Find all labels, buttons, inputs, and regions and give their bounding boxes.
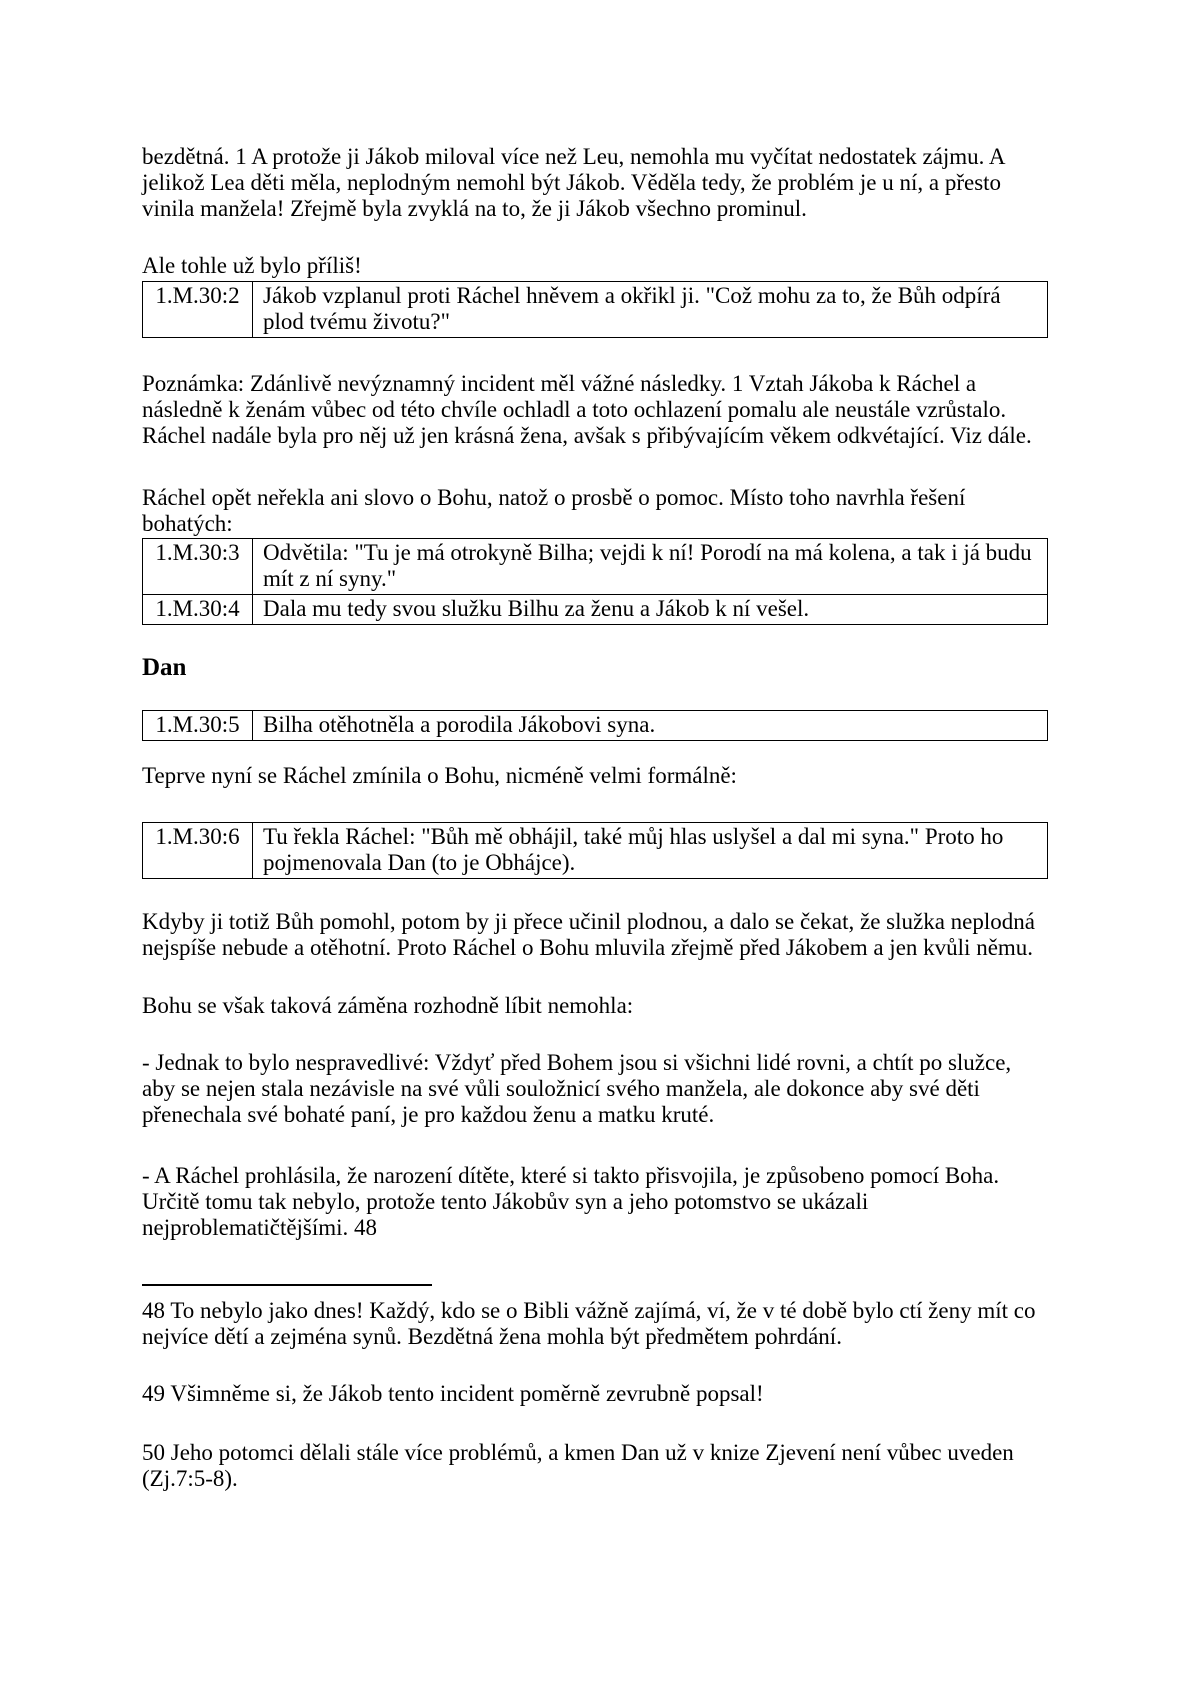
verse-text: Dala mu tedy svou služku Bilhu za ženu a Jákob k ní vešel. xyxy=(253,595,1048,625)
verse-ref: 1.M.30:2 xyxy=(143,282,253,338)
verse-text: Odvětila: "Tu je má otrokyně Bilha; vejdi k ní! Porodí na má kolena, a tak i já budu mít z ní syny." xyxy=(253,539,1048,595)
verse-text: Jákob vzplanul proti Ráchel hněvem a okřikl ji. "Což mohu za to, že Bůh odpírá plod tvému životu?" xyxy=(253,282,1048,338)
table-row xyxy=(143,711,1048,741)
footnote-48: 48 To nebylo jako dnes! Každý, kdo se o Bibli vážně zajímá, ví, že v té době bylo ctí ženy mít co nejvíce dětí a zejména synů. Bezdětná žena mohla být předmětem pohrdání. xyxy=(142,1298,1036,1349)
table-row xyxy=(143,823,1048,879)
paragraph-rachel-opet: Ráchel opět neřekla ani slovo o Bohu, natož o prosbě o pomoc. Místo toho navrhla řešení bohatých: xyxy=(142,485,966,536)
document-content xyxy=(142,0,1048,1492)
paragraph-ale-tohle: Ale tohle už bylo příliš! xyxy=(142,253,362,278)
verse-text: Tu řekla Ráchel: "Bůh mě obhájil, také můj hlas uslyšel a dal mi syna." Proto ho pojmenovala Dan (to je Obhájce). xyxy=(253,823,1048,879)
footnote-separator-line xyxy=(142,1284,432,1286)
verse-ref: 1.M.30:5 xyxy=(143,711,253,741)
paragraph-teprve: Teprve nyní se Ráchel zmínila o Bohu, nicméně velmi formálně: xyxy=(142,763,737,788)
table-row xyxy=(143,282,1048,338)
footnote-49: 49 Všimněme si, že Jákob tento incident poměrně zevrubně popsal! xyxy=(142,1381,764,1406)
paragraph-bohu: Bohu se však taková záměna rozhodně líbit nemohla: xyxy=(142,993,634,1018)
table-row xyxy=(143,539,1048,595)
verse-table-1m30-3-4 xyxy=(142,538,1048,625)
paragraph-jednak: - Jednak to bylo nespravedlivé: Vždyť před Bohem jsou si všichni lidé rovni, a chtít po služce, aby se nejen stala nezávisle na své vůli souložnicí svého manžela, ale dokonce aby své děti přenechala své bohaté paní, je pro každou ženu a matku kruté. xyxy=(142,1050,1012,1127)
footnote-50: 50 Jeho potomci dělali stále více problémů, a kmen Dan už v knize Zjevení není vůbec uveden (Zj.7:5-8). xyxy=(142,1440,1014,1491)
verse-ref: 1.M.30:4 xyxy=(143,595,253,625)
verse-table-1m30-5 xyxy=(142,710,1048,741)
verse-text: Bilha otěhotněla a porodila Jákobovi syna. xyxy=(253,711,1048,741)
paragraph-intro: bezdětná. 1 A protože ji Jákob miloval více než Leu, nemohla mu vyčítat nedostatek zájmu. A jelikož Lea děti měla, neplodným nemohl být Jákob. Věděla tedy, že problém je u ní, a přesto vinila manžela! Zřejmě byla zvyklá na to, že ji Jákob všechno prominul. xyxy=(142,144,1005,221)
verse-table-1m30-6 xyxy=(142,822,1048,879)
section-heading-dan: Dan xyxy=(142,654,187,681)
paragraph-poznamka: Poznámka: Zdánlivě nevýznamný incident měl vážné následky. 1 Vztah Jákoba k Ráchel a následně k ženám vůbec od této chvíle ochladl a toto ochlazení pomalu ale neustále vzrůstalo. Ráchel nadále byla pro něj už jen krásná žena, avšak s přibývajícím věkem odkvétající. Viz dále. xyxy=(142,371,1032,448)
paragraph-kdyby: Kdyby ji totiž Bůh pomohl, potom by ji přece učinil plodnou, a dalo se čekat, že služka neplodná nejspíše nebude a otěhotní. Proto Ráchel o Bohu mluvila zřejmě před Jákobem a jen kvůli němu. xyxy=(142,909,1035,960)
verse-ref: 1.M.30:6 xyxy=(143,823,253,879)
verse-table-1m30-2 xyxy=(142,281,1048,338)
verse-ref: 1.M.30:3 xyxy=(143,539,253,595)
paragraph-a-rachel: - A Ráchel prohlásila, že narození dítěte, které si takto přisvojila, je způsobeno pomocí Boha. Určitě tomu tak nebylo, protože tento Jákobův syn a jeho potomstvo se ukázali nejproblematičtějšími. 48 xyxy=(142,1163,1000,1240)
table-row xyxy=(143,595,1048,625)
